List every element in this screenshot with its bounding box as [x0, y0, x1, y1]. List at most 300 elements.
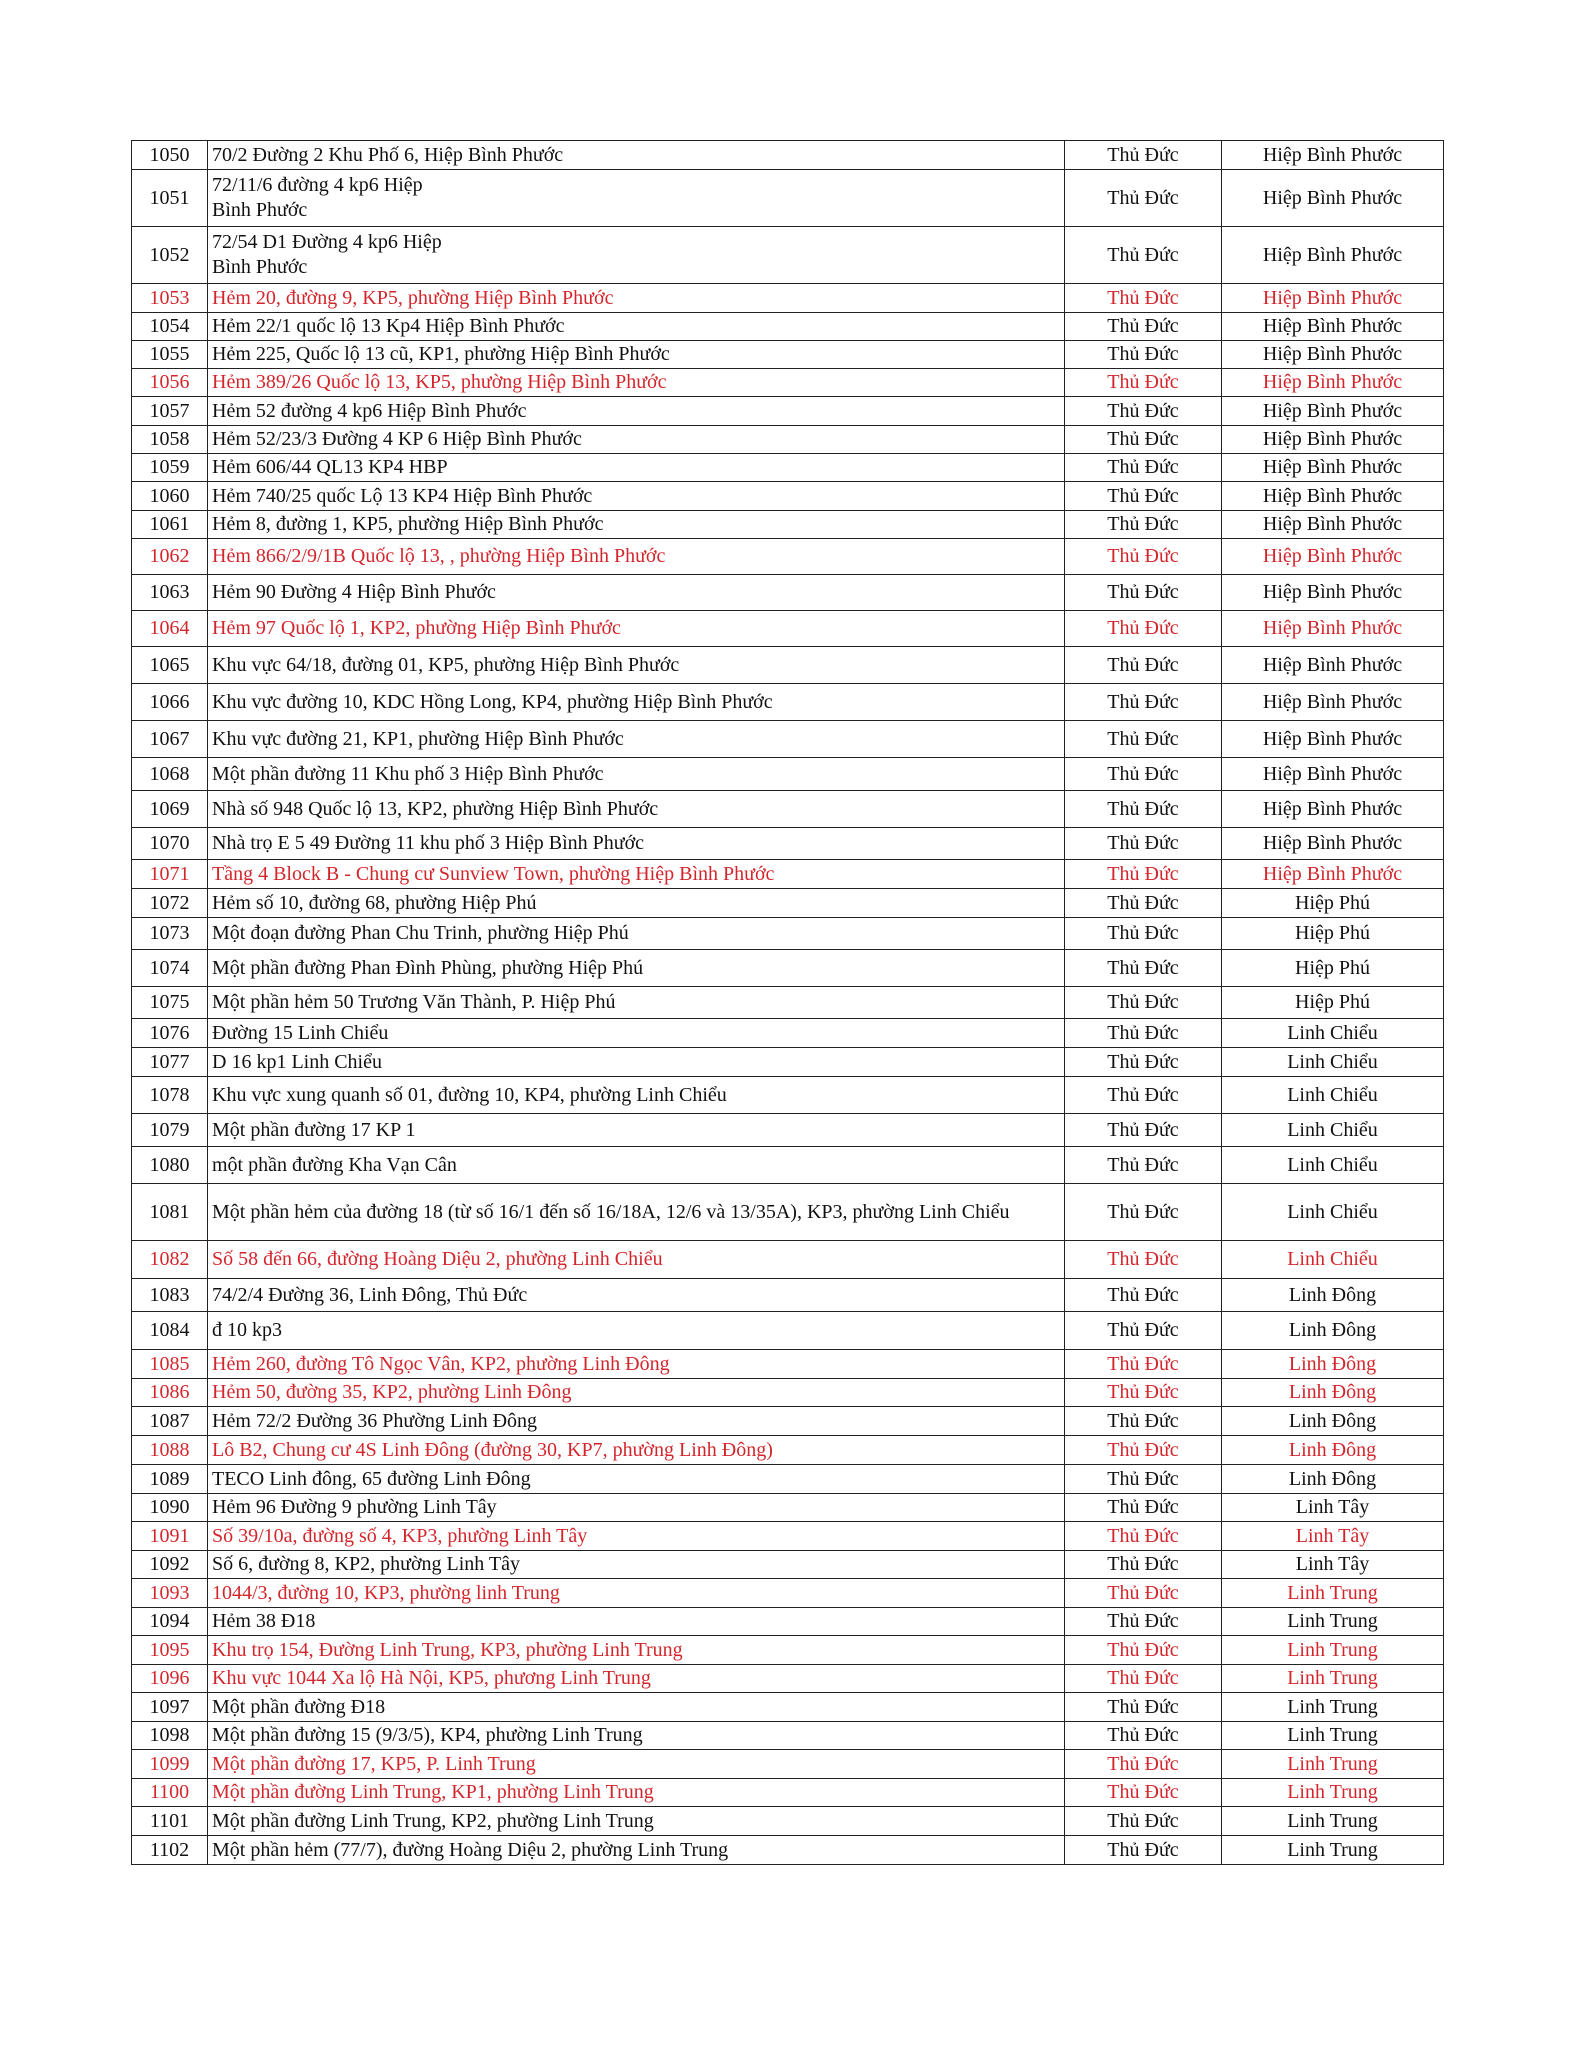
address-cell [208, 397, 1065, 426]
district-text: Thủ Đức [1107, 1581, 1179, 1604]
ward-text: Hiệp Bình Phước [1262, 862, 1403, 885]
ward-cell [1222, 1807, 1444, 1836]
ward-cell [1222, 1722, 1444, 1750]
table-row [132, 1241, 1444, 1279]
address-text: Hẻm 389/26 Quốc lộ 13, KP5, phường Hiệp Bình Phước [212, 371, 667, 393]
row-number-cell [132, 1722, 208, 1750]
row-number-cell [132, 227, 208, 284]
address-cell [208, 684, 1065, 721]
row-number-cell [132, 1019, 208, 1048]
table-row [132, 1522, 1444, 1551]
district-text: Thủ Đức [1107, 545, 1179, 567]
ward-text: Hiệp Bình Phước [1262, 690, 1403, 713]
address-text: Hẻm 52 đường 4 kp6 Hiệp Bình Phước [212, 399, 527, 422]
row-number-text: 1087 [149, 1409, 190, 1432]
row-number-text: 1094 [149, 1610, 190, 1632]
ward-text: Linh Trung [1287, 1724, 1378, 1746]
address-text: Khu trọ 154, Đường Linh Trung, KP3, phường Linh Trung [212, 1638, 683, 1661]
district-text: Thủ Đức [1107, 832, 1179, 854]
district-cell [1065, 1077, 1222, 1114]
address-text: Hẻm 740/25 quốc Lộ 13 KP4 Hiệp Bình Phước [212, 484, 593, 507]
district-text: Thủ Đức [1107, 762, 1179, 785]
address-text: Hẻm 50, đường 35, KP2, phường Linh Đông [212, 1381, 572, 1403]
row-number-cell [132, 1494, 208, 1522]
table-row [132, 1750, 1444, 1779]
address-text: Khu vực đường 21, KP1, phường Hiệp Bình Phước [212, 727, 624, 750]
ward-text: Hiệp Bình Phước [1262, 343, 1403, 365]
address-cell [208, 1750, 1065, 1779]
district-cell [1065, 1436, 1222, 1465]
address-cell [208, 1665, 1065, 1693]
address-cell [208, 227, 1065, 284]
row-number-cell [132, 1807, 208, 1836]
address-cell [208, 1551, 1065, 1579]
row-number-text: 1075 [149, 991, 190, 1013]
row-number-text: 1057 [149, 399, 190, 422]
row-number-cell [132, 1436, 208, 1465]
ward-cell [1222, 684, 1444, 721]
address-cell [208, 575, 1065, 611]
row-number-text: 1065 [149, 653, 190, 676]
table-row [132, 426, 1444, 454]
district-cell [1065, 1019, 1222, 1048]
ward-cell [1222, 1350, 1444, 1379]
address-cell [208, 1279, 1065, 1312]
district-cell [1065, 170, 1222, 227]
ward-cell [1222, 482, 1444, 511]
row-number-text: 1068 [149, 762, 190, 785]
district-text: Thủ Đức [1107, 243, 1179, 266]
district-cell [1065, 1551, 1222, 1579]
row-number-cell [132, 1779, 208, 1807]
row-number-text: 1070 [149, 832, 190, 854]
address-text: Hẻm 97 Quốc lộ 1, KP2, phường Hiệp Bình Phước [212, 617, 621, 639]
table-row [132, 1048, 1444, 1077]
district-cell [1065, 1522, 1222, 1551]
address-cell [208, 1350, 1065, 1379]
district-text: Thủ Đức [1107, 581, 1179, 603]
district-text: Thủ Đức [1107, 1352, 1179, 1375]
table-row [132, 1807, 1444, 1836]
table-row [132, 284, 1444, 313]
address-text: Nhà trọ E 5 49 Đường 11 khu phố 3 Hiệp Bình Phước [212, 832, 645, 854]
address-cell [208, 1379, 1065, 1407]
district-text: Thủ Đức [1107, 186, 1179, 209]
ward-cell [1222, 1114, 1444, 1147]
table-row [132, 227, 1444, 284]
table-row [132, 950, 1444, 987]
address-text: một phần đường Kha Vạn Cân [212, 1153, 457, 1176]
address-text: Hẻm 90 Đường 4 Hiệp Bình Phước [212, 581, 496, 603]
ward-text: Linh Chiểu [1287, 1153, 1378, 1176]
address-text: Một phần đường Phan Đình Phùng, phường Hiệp Phú [212, 956, 644, 979]
address-text: Hẻm 260, đường Tô Ngọc Vân, KP2, phường Linh Đông [212, 1352, 670, 1375]
address-cell [208, 1807, 1065, 1836]
address-cell [208, 1608, 1065, 1636]
ward-text: Hiệp Bình Phước [1262, 428, 1403, 450]
table-row [132, 539, 1444, 575]
row-number-cell [132, 1579, 208, 1608]
district-cell [1065, 141, 1222, 170]
row-number-text: 1072 [149, 891, 190, 914]
district-cell [1065, 341, 1222, 369]
ward-text: Hiệp Bình Phước [1262, 371, 1403, 393]
address-cell [208, 950, 1065, 987]
address-text: Đường 15 Linh Chiểu [212, 1021, 389, 1044]
address-text: Một phần đường Linh Trung, KP2, phường Linh Trung [212, 1809, 654, 1832]
table-row [132, 313, 1444, 341]
table-row [132, 1379, 1444, 1407]
row-number-cell [132, 1665, 208, 1693]
district-cell [1065, 397, 1222, 426]
address-cell [208, 1312, 1065, 1350]
ward-text: Linh Đông [1288, 1381, 1377, 1403]
district-text: Thủ Đức [1107, 1438, 1179, 1461]
ward-cell [1222, 511, 1444, 539]
table-row [132, 369, 1444, 397]
address-cell [208, 1465, 1065, 1494]
row-number-cell [132, 1407, 208, 1436]
district-cell [1065, 1465, 1222, 1494]
address-cell [208, 1114, 1065, 1147]
district-text: Thủ Đức [1107, 690, 1179, 713]
row-number-cell [132, 454, 208, 482]
address-cell [208, 889, 1065, 918]
address-cell [208, 1077, 1065, 1114]
ward-text: Linh Đông [1288, 1352, 1377, 1375]
ward-cell [1222, 1522, 1444, 1551]
address-cell [208, 1436, 1065, 1465]
address-cell [208, 539, 1065, 575]
ward-cell [1222, 1312, 1444, 1350]
address-cell [208, 141, 1065, 170]
row-number-cell [132, 1077, 208, 1114]
ward-text: Linh Trung [1287, 1581, 1378, 1604]
address-cell [208, 454, 1065, 482]
district-cell [1065, 950, 1222, 987]
ward-text: Hiệp Bình Phước [1262, 762, 1403, 785]
ward-text: Linh Tây [1295, 1496, 1370, 1518]
ward-cell [1222, 369, 1444, 397]
ward-cell [1222, 1836, 1444, 1865]
table-row [132, 1350, 1444, 1379]
row-number-text: 1054 [149, 315, 190, 337]
row-number-text: 1085 [149, 1352, 190, 1375]
row-number-text: 1066 [149, 690, 190, 713]
district-text: Thủ Đức [1107, 1200, 1179, 1223]
address-text: Một phần đường 17, KP5, P. Linh Trung [212, 1752, 536, 1775]
table-row [132, 575, 1444, 611]
row-number-text: 1099 [149, 1752, 190, 1775]
district-cell [1065, 313, 1222, 341]
ward-text: Hiệp Bình Phước [1262, 186, 1403, 209]
ward-cell [1222, 611, 1444, 647]
ward-text: Linh Tây [1295, 1553, 1370, 1575]
row-number-text: 1086 [149, 1381, 190, 1403]
ward-cell [1222, 1379, 1444, 1407]
address-text: Khu vực 1044 Xa lộ Hà Nội, KP5, phương Linh Trung [212, 1667, 651, 1689]
table-row [132, 1407, 1444, 1436]
address-cell [208, 511, 1065, 539]
district-text: Thủ Đức [1107, 1695, 1179, 1718]
address-text: Hẻm 52/23/3 Đường 4 KP 6 Hiệp Bình Phước [212, 428, 582, 450]
row-number-text: 1067 [149, 727, 190, 750]
address-cell [208, 1636, 1065, 1665]
district-cell [1065, 1379, 1222, 1407]
address-text: Hẻm 96 Đường 9 phường Linh Tây [212, 1496, 497, 1518]
ward-cell [1222, 454, 1444, 482]
table-row [132, 141, 1444, 170]
ward-text: Hiệp Phú [1295, 891, 1370, 914]
row-number-cell [132, 539, 208, 575]
row-number-cell [132, 1241, 208, 1279]
ward-text: Hiệp Bình Phước [1262, 832, 1403, 854]
row-number-cell [132, 758, 208, 791]
row-number-text: 1101 [149, 1809, 190, 1832]
row-number-text: 1073 [149, 922, 190, 944]
table-row [132, 611, 1444, 647]
district-text: Thủ Đức [1107, 1050, 1179, 1073]
row-number-text: 1076 [149, 1021, 190, 1044]
row-number-text: 1079 [149, 1118, 190, 1141]
ward-cell [1222, 791, 1444, 828]
address-cell [208, 860, 1065, 889]
row-number-text: 1078 [149, 1083, 190, 1106]
address-text: TECO Linh đông, 65 đường Linh Đông [212, 1467, 531, 1490]
district-text: Thủ Đức [1107, 862, 1179, 885]
ward-cell [1222, 828, 1444, 860]
row-number-cell [132, 1184, 208, 1241]
district-cell [1065, 1579, 1222, 1608]
row-number-text: 1050 [149, 143, 190, 166]
district-cell [1065, 1241, 1222, 1279]
district-cell [1065, 1636, 1222, 1665]
table-row [132, 1147, 1444, 1184]
district-text: Thủ Đức [1107, 1409, 1179, 1432]
district-cell [1065, 1184, 1222, 1241]
row-number-text: 1058 [149, 428, 190, 450]
table-row [132, 1551, 1444, 1579]
table-row [132, 889, 1444, 918]
table-row [132, 684, 1444, 721]
address-cell [208, 1147, 1065, 1184]
row-number-text: 1059 [149, 456, 190, 478]
row-number-text: 1069 [149, 797, 190, 820]
address-cell [208, 647, 1065, 684]
district-text: Thủ Đức [1107, 484, 1179, 507]
ward-cell [1222, 284, 1444, 313]
table-row [132, 721, 1444, 758]
ward-text: Hiệp Bình Phước [1262, 399, 1403, 422]
row-number-text: 1090 [149, 1496, 190, 1518]
district-text: Thủ Đức [1107, 1638, 1179, 1661]
ward-text: Linh Chiểu [1287, 1118, 1378, 1141]
row-number-cell [132, 1551, 208, 1579]
ward-text: Linh Chiểu [1287, 1021, 1378, 1044]
district-text: Thủ Đức [1107, 797, 1179, 820]
district-cell [1065, 1722, 1222, 1750]
address-text: Khu vực đường 10, KDC Hồng Long, KP4, phường Hiệp Bình Phước [212, 690, 773, 713]
ward-cell [1222, 1579, 1444, 1608]
address-text: 74/2/4 Đường 36, Linh Đông, Thủ Đức [212, 1283, 528, 1306]
ward-cell [1222, 889, 1444, 918]
table-row [132, 454, 1444, 482]
district-text: Thủ Đức [1107, 891, 1179, 914]
address-cell [208, 369, 1065, 397]
address-text: Hẻm 72/2 Đường 36 Phường Linh Đông [212, 1409, 538, 1432]
district-text: Thủ Đức [1107, 1553, 1179, 1575]
ward-text: Hiệp Bình Phước [1262, 617, 1403, 639]
row-number-cell [132, 950, 208, 987]
ward-cell [1222, 1494, 1444, 1522]
district-cell [1065, 539, 1222, 575]
row-number-cell [132, 1608, 208, 1636]
ward-cell [1222, 950, 1444, 987]
row-number-text: 1100 [149, 1781, 190, 1803]
address-cell [208, 721, 1065, 758]
district-text: Thủ Đức [1107, 727, 1179, 750]
ward-text: Linh Trung [1287, 1638, 1378, 1661]
ward-cell [1222, 1465, 1444, 1494]
ward-text: Linh Trung [1287, 1838, 1378, 1861]
district-cell [1065, 1836, 1222, 1865]
table-row [132, 170, 1444, 227]
district-text: Thủ Đức [1107, 1524, 1179, 1547]
row-number-text: 1092 [149, 1553, 190, 1575]
table-row [132, 1279, 1444, 1312]
ward-text: Hiệp Bình Phước [1262, 513, 1403, 535]
table-row [132, 1077, 1444, 1114]
district-cell [1065, 1114, 1222, 1147]
ward-cell [1222, 426, 1444, 454]
row-number-cell [132, 1312, 208, 1350]
row-number-cell [132, 791, 208, 828]
ward-cell [1222, 341, 1444, 369]
ward-cell [1222, 1750, 1444, 1779]
ward-text: Linh Chiểu [1287, 1050, 1378, 1073]
ward-cell [1222, 1019, 1444, 1048]
district-text: Thủ Đức [1107, 428, 1179, 450]
address-text: D 16 kp1 Linh Chiểu [212, 1050, 382, 1073]
district-text: Thủ Đức [1107, 617, 1179, 639]
district-text: Thủ Đức [1107, 1248, 1179, 1270]
address-text: Khu vực 64/18, đường 01, KP5, phường Hiệp Bình Phước [212, 653, 680, 676]
ward-cell [1222, 1779, 1444, 1807]
ward-cell [1222, 575, 1444, 611]
ward-text: Linh Trung [1287, 1752, 1378, 1775]
row-number-cell [132, 1379, 208, 1407]
address-cell [208, 1693, 1065, 1722]
row-number-cell [132, 828, 208, 860]
district-text: Thủ Đức [1107, 922, 1179, 944]
district-text: Thủ Đức [1107, 343, 1179, 365]
district-text: Thủ Đức [1107, 371, 1179, 393]
ward-cell [1222, 647, 1444, 684]
address-cell [208, 791, 1065, 828]
table-row [132, 341, 1444, 369]
address-text: Một phần hẻm 50 Trương Văn Thành, P. Hiệp Phú [212, 991, 616, 1013]
address-text: Hẻm 866/2/9/1B Quốc lộ 13, , phường Hiệp Bình Phước [212, 545, 666, 567]
district-text: Thủ Đức [1107, 1083, 1179, 1106]
district-cell [1065, 1665, 1222, 1693]
district-cell [1065, 511, 1222, 539]
ward-cell [1222, 860, 1444, 889]
district-cell [1065, 1350, 1222, 1379]
table-row [132, 791, 1444, 828]
district-cell [1065, 1779, 1222, 1807]
row-number-cell [132, 141, 208, 170]
district-cell [1065, 227, 1222, 284]
address-text: Lô B2, Chung cư 4S Linh Đông (đường 30, KP7, phường Linh Đông) [212, 1438, 773, 1461]
row-number-text: 1053 [149, 286, 190, 309]
row-number-text: 1091 [149, 1524, 190, 1547]
row-number-cell [132, 1750, 208, 1779]
ward-text: Hiệp Phú [1295, 991, 1370, 1013]
address-text: Tầng 4 Block B - Chung cư Sunview Town, phường Hiệp Bình Phước [212, 862, 775, 885]
address-cell [208, 1019, 1065, 1048]
table-row [132, 1436, 1444, 1465]
ward-text: Hiệp Bình Phước [1262, 315, 1403, 337]
ward-cell [1222, 397, 1444, 426]
address-text: Một đoạn đường Phan Chu Trinh, phường Hiệp Phú [212, 922, 629, 944]
row-number-cell [132, 426, 208, 454]
table-row [132, 1114, 1444, 1147]
district-text: Thủ Đức [1107, 1153, 1179, 1176]
row-number-cell [132, 1114, 208, 1147]
ward-cell [1222, 1693, 1444, 1722]
row-number-cell [132, 1522, 208, 1551]
table-row [132, 1636, 1444, 1665]
ward-text: Hiệp Phú [1295, 922, 1370, 944]
ward-cell [1222, 1665, 1444, 1693]
address-text: Nhà số 948 Quốc lộ 13, KP2, phường Hiệp Bình Phước [212, 797, 659, 820]
district-text: Thủ Đức [1107, 1381, 1179, 1403]
ward-cell [1222, 1407, 1444, 1436]
row-number-text: 1093 [149, 1581, 190, 1604]
row-number-text: 1051 [149, 186, 190, 209]
ward-text: Hiệp Phú [1295, 956, 1370, 979]
row-number-text: 1082 [149, 1248, 190, 1270]
address-cell [208, 1494, 1065, 1522]
row-number-text: 1102 [149, 1838, 190, 1861]
ward-text: Linh Chiểu [1287, 1200, 1378, 1223]
table-row [132, 1722, 1444, 1750]
row-number-text: 1080 [149, 1153, 190, 1176]
ward-cell [1222, 1077, 1444, 1114]
ward-cell [1222, 539, 1444, 575]
district-text: Thủ Đức [1107, 1781, 1179, 1803]
row-number-text: 1071 [149, 862, 190, 885]
district-cell [1065, 1279, 1222, 1312]
row-number-text: 1063 [149, 581, 190, 603]
row-number-cell [132, 1693, 208, 1722]
address-cell [208, 1579, 1065, 1608]
row-number-text: 1083 [149, 1283, 190, 1306]
district-text: Thủ Đức [1107, 1724, 1179, 1746]
district-cell [1065, 482, 1222, 511]
address-cell [208, 170, 1065, 227]
ward-cell [1222, 313, 1444, 341]
table-row [132, 397, 1444, 426]
district-text: Thủ Đức [1107, 1667, 1179, 1689]
row-number-cell [132, 721, 208, 758]
table-row [132, 918, 1444, 950]
ward-text: Linh Trung [1287, 1667, 1378, 1689]
ward-cell [1222, 758, 1444, 791]
row-number-cell [132, 1350, 208, 1379]
row-number-text: 1064 [149, 617, 190, 639]
district-text: Thủ Đức [1107, 1809, 1179, 1832]
